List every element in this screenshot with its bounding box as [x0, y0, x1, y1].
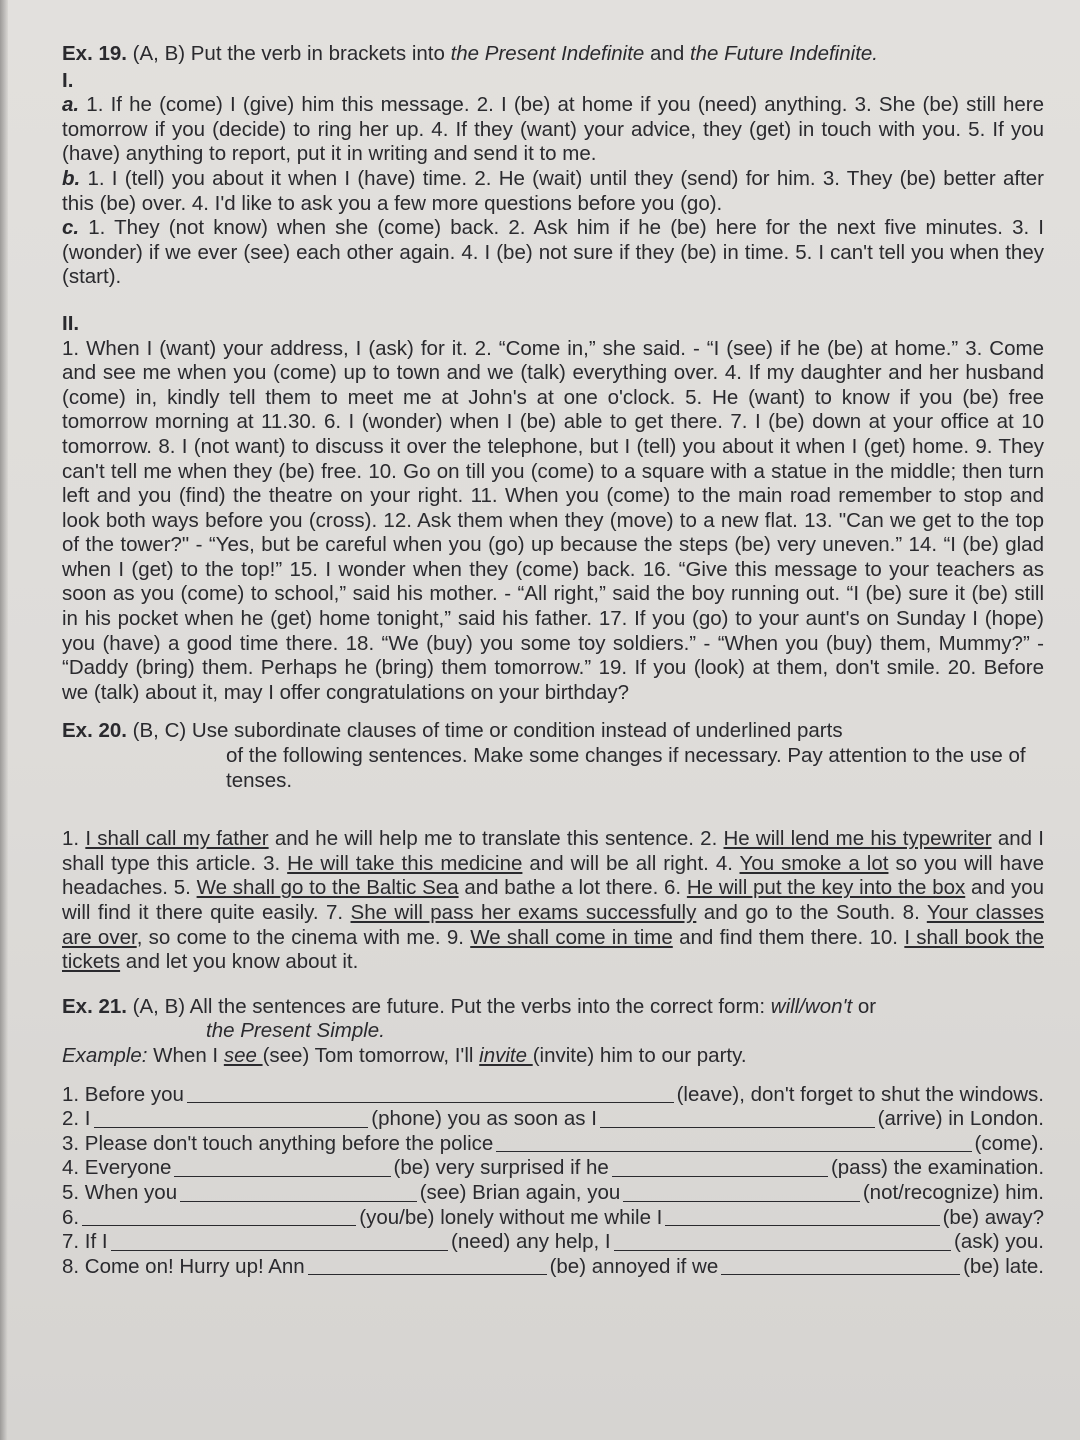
answer-blank[interactable]: [612, 1176, 828, 1177]
answer-blank[interactable]: [600, 1127, 875, 1128]
ex19-part-b: b. 1. I (tell) you about it when I (have) time. 2. He (wait) until they (send) for him. 3. They (be) better after this (be) over. 4. I'd like to ask you a few more questions before you (go).: [62, 166, 1044, 215]
ex19-heading: Ex. 19. (A, B) Put the verb in brackets into the Present Indefinite and the Future Indefinite.: [62, 42, 878, 65]
ex20-heading: Ex. 20. (B, C) Use subordinate clauses of time or condition instead of underlined parts: [62, 719, 843, 743]
ex21-example: Example: When I see (see) Tom tomorrow, I'll invite (invite) him to our party.: [62, 1043, 747, 1067]
answer-blank[interactable]: [187, 1102, 674, 1103]
ex21-item-8: 8. Come on! Hurry up! Ann (be) annoyed if we (be) late.: [62, 1254, 1044, 1278]
answer-blank[interactable]: [496, 1151, 971, 1152]
ex21-items: [62, 1083, 1044, 1280]
answer-blank[interactable]: [111, 1250, 448, 1251]
ex21-item-1: 1. Before you (leave), don't forget to shut the windows.: [62, 1082, 1044, 1106]
ex21-instruction-cont: the Present Simple.: [206, 1019, 385, 1043]
answer-blank[interactable]: [308, 1274, 547, 1275]
ex21-item-5: 5. When you (see) Brian again, you (not/recognize) him.: [62, 1180, 1045, 1204]
answer-blank[interactable]: [721, 1274, 960, 1275]
answer-blank[interactable]: [614, 1250, 951, 1251]
answer-blank[interactable]: [82, 1225, 356, 1226]
ex21-heading: Ex. 21. (A, B) All the sentences are future. Put the verbs into the correct form: will/won't or: [62, 994, 877, 1018]
ex19-section-II-text: 1. When I (want) your address, I (ask) for it. 2. “Come in,” she said. - “I (see) if he (be) at home.” 3. Come and see me when you (come) up to town and we (talk) everything over. 4. If my daughter and her husband (come) in, kindly tell them to meet me at John's at one o'clock. 5. He (want) to know if you (be) free tomorrow morning at 11.30. 6. I (wonder) when I (be) able to get there. 7. I (be) down at your office at 10 tomorrow. 8. I (not want) to discuss it over the telephone, but I (tell) you about it when I (get) home. 9. They can't tell me when they (be) free. 10. Go on till you (come) to a square with a statue in the middle; then turn left and you (find) the theatre on your right. 11. When you (come) to the main road remember to stop and look both ways before you (cross). 12. Ask them when they (move) to a new flat. 13. "Can we get to the top of the tower?" - “Yes, but be careful when you (go) up because the steps (be) very uneven.” 14. “I (be) glad when I (get) to the top!” 15. I wonder when they (come) back. 16. “Give this message to your teachers as soon as you (come) to school,” said his mother. - “All right,” said the boy running out. “I (be) sure it (be) still in his pocket when he (get) home tonight,” said his father. 17. If you (go) to your aunt's on Sunday I (hope) you (have) a good time there. 18. “We (buy) you some toy soldiers.” - “When you (buy) them, Mummy?” - “Daddy (bring) them. Perhaps he (bring) them tomorrow.” 19. If you (look) at them, don't smile. 20. Before we (talk) about it, may I offer congratulations on your birthday?: [62, 336, 1044, 704]
page-content: [62, 42, 1044, 1279]
ex19-part-a: a. 1. If he (come) I (give) him this message. 2. I (be) at home if you (need) anything. 3. She (be) still here tomorrow if you (decide) to ring her up. 4. If they (want) your advice, they (get) in touch with you. 5. If you (have) anything to report, put it in writing and send it to me.: [62, 93, 1044, 166]
ex21-item-2: 2. I (phone) you as soon as I (arrive) in London.: [62, 1107, 1045, 1131]
ex19-section-I: I.: [62, 68, 74, 92]
answer-blank[interactable]: [174, 1176, 390, 1177]
answer-blank[interactable]: [623, 1201, 860, 1202]
ex21-item-3: 3. Please don't touch anything before the police (come).: [62, 1131, 1044, 1155]
ex21-item-4: 4. Everyone (be) very surprised if he (pass) the examination.: [62, 1156, 1045, 1180]
answer-blank[interactable]: [180, 1201, 417, 1202]
ex19-part-c: c. 1. They (not know) when she (come) back. 2. Ask him if he (be) here for the next five minutes. 3. I (wonder) if we ever (see) each other again. 4. I (be) not sure if they (be) in time. 5. I can't tell you when they (start).: [62, 216, 1044, 289]
answer-blank[interactable]: [94, 1127, 369, 1128]
ex21-item-6: 6. (you/be) lonely without me while I (be) away?: [62, 1205, 1044, 1229]
ex21-item-7: 7. If I (need) any help, I (ask) you.: [62, 1230, 1044, 1254]
ex20-instruction-cont: of the following sentences. Make some changes if necessary. Pay attention to the use of tenses.: [226, 744, 1026, 792]
page-edge-shadow: [0, 0, 8, 1440]
answer-blank[interactable]: [665, 1225, 939, 1226]
ex19-section-II: II.: [62, 311, 80, 335]
ex20-sentences: 1. I shall call my father and he will help me to translate this sentence. 2. He will lend me his typewriter and I shall type this article. 3. He will take this medicine and will be all right. 4. You smoke a lot so you will have headaches. 5. We shall go to the Baltic Sea and bathe a lot there. 6. He will put the key into the box and you will find it there quite easily. 7. She will pass her exams successfully and go to the South. 8. Your classes are over, so come to the cinema with me. 9. We shall come in time and find them there. 10. I shall book the tickets and let you know about it.: [62, 827, 1045, 974]
